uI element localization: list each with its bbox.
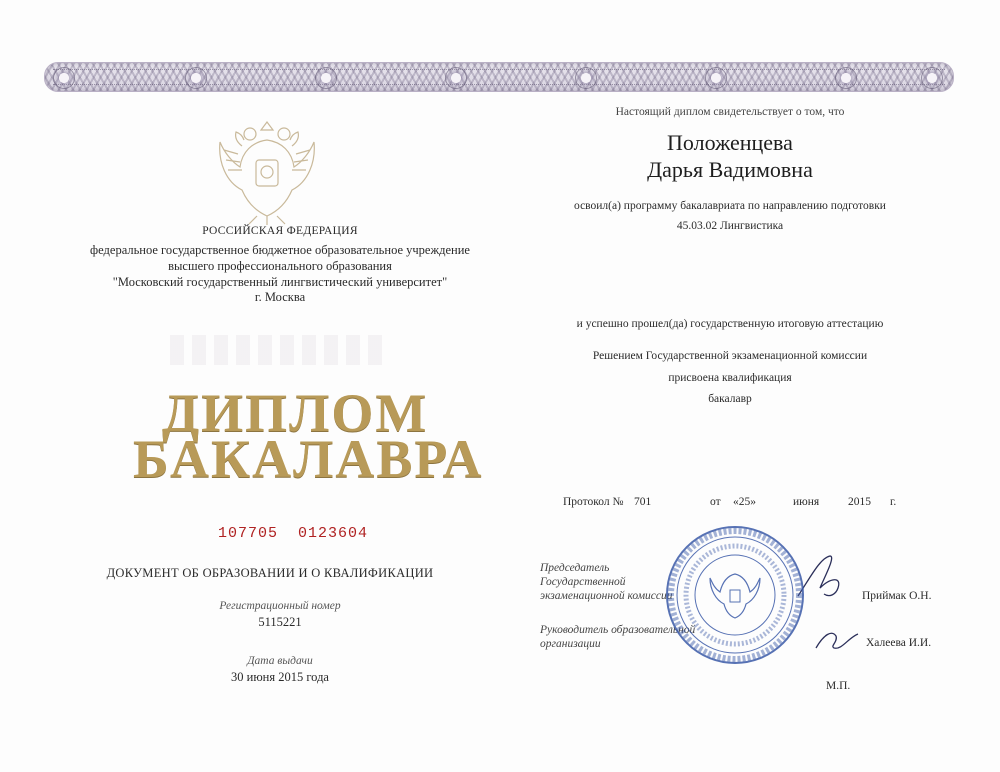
band-ornament [53, 67, 75, 89]
head-label-2: организации [540, 638, 601, 650]
attestation-text: и успешно прошел(да) государственную итоговую аттестацию [576, 318, 884, 330]
decision-line-1: Решением Государственной экзаменационной комиссии [592, 350, 868, 362]
protocol-day: «25» [733, 496, 756, 508]
band-ornament [445, 67, 467, 89]
chair-label-1: Председатель [540, 562, 610, 574]
watermark-pattern [170, 335, 390, 365]
band-ornament [835, 67, 857, 89]
protocol-label: Протокол № [563, 496, 624, 508]
holder-surname: Положенцева [667, 130, 793, 155]
institution-city: г. Москва [254, 290, 306, 304]
protocol-from: от [710, 496, 721, 508]
issue-date: 30 июня 2015 года [231, 670, 329, 684]
program-text: освоил(а) программу бакалавриата по направлению подготовки [574, 200, 886, 212]
chair-label-2: Государственной [540, 576, 626, 588]
holder-given-names: Дарья Вадимовна [647, 157, 813, 182]
country-name: РОССИЙСКАЯ ФЕДЕРАЦИЯ [202, 225, 358, 237]
protocol-number: 701 [634, 496, 652, 508]
issue-date-label: Дата выдачи [247, 655, 313, 667]
head-signature-icon [812, 624, 862, 658]
decision-line-2: присвоена квалификация [668, 372, 792, 384]
chair-name: Приймак О.Н. [862, 590, 932, 602]
registration-label: Регистрационный номер [219, 600, 341, 612]
head-name: Халеева И.И. [866, 637, 932, 649]
chair-label-3: экзаменационной комиссии [540, 590, 673, 602]
protocol-month: июня [793, 496, 820, 508]
band-ornament [315, 67, 337, 89]
qualification: бакалавр [708, 393, 752, 405]
protocol-year: 2015 [848, 496, 871, 508]
band-ornament [575, 67, 597, 89]
band-ornament [185, 67, 207, 89]
intro-text: Настоящий диплом свидетельствует о том, что [615, 106, 845, 118]
head-label-1: Руководитель образовательной [540, 624, 696, 636]
diploma-title-line-2: БАКАЛАВРА [133, 429, 484, 489]
stamp-place-mark: М.П. [826, 680, 851, 692]
protocol-year-suffix: г. [890, 496, 897, 508]
official-seal-icon [664, 524, 806, 666]
institution-line-2: высшего профессионального образования [168, 259, 392, 273]
diploma-serial-number: 107705 0123604 [218, 525, 369, 542]
institution-line-3: "Московский государственный лингвистический университет" [112, 275, 448, 289]
band-ornament [705, 67, 727, 89]
band-ornament [921, 67, 943, 89]
diploma-title-line-1: ДИПЛОМ [162, 383, 429, 443]
guilloche-band [44, 62, 954, 92]
institution-line-1: федеральное государственное бюджетное образовательное учреждение [90, 243, 470, 257]
document-type: ДОКУМЕНТ ОБ ОБРАЗОВАНИИ И О КВАЛИФИКАЦИИ [106, 566, 434, 580]
program-name: 45.03.02 Лингвистика [676, 220, 784, 232]
eagle-emblem-icon [212, 112, 322, 227]
registration-number: 5115221 [258, 615, 302, 629]
